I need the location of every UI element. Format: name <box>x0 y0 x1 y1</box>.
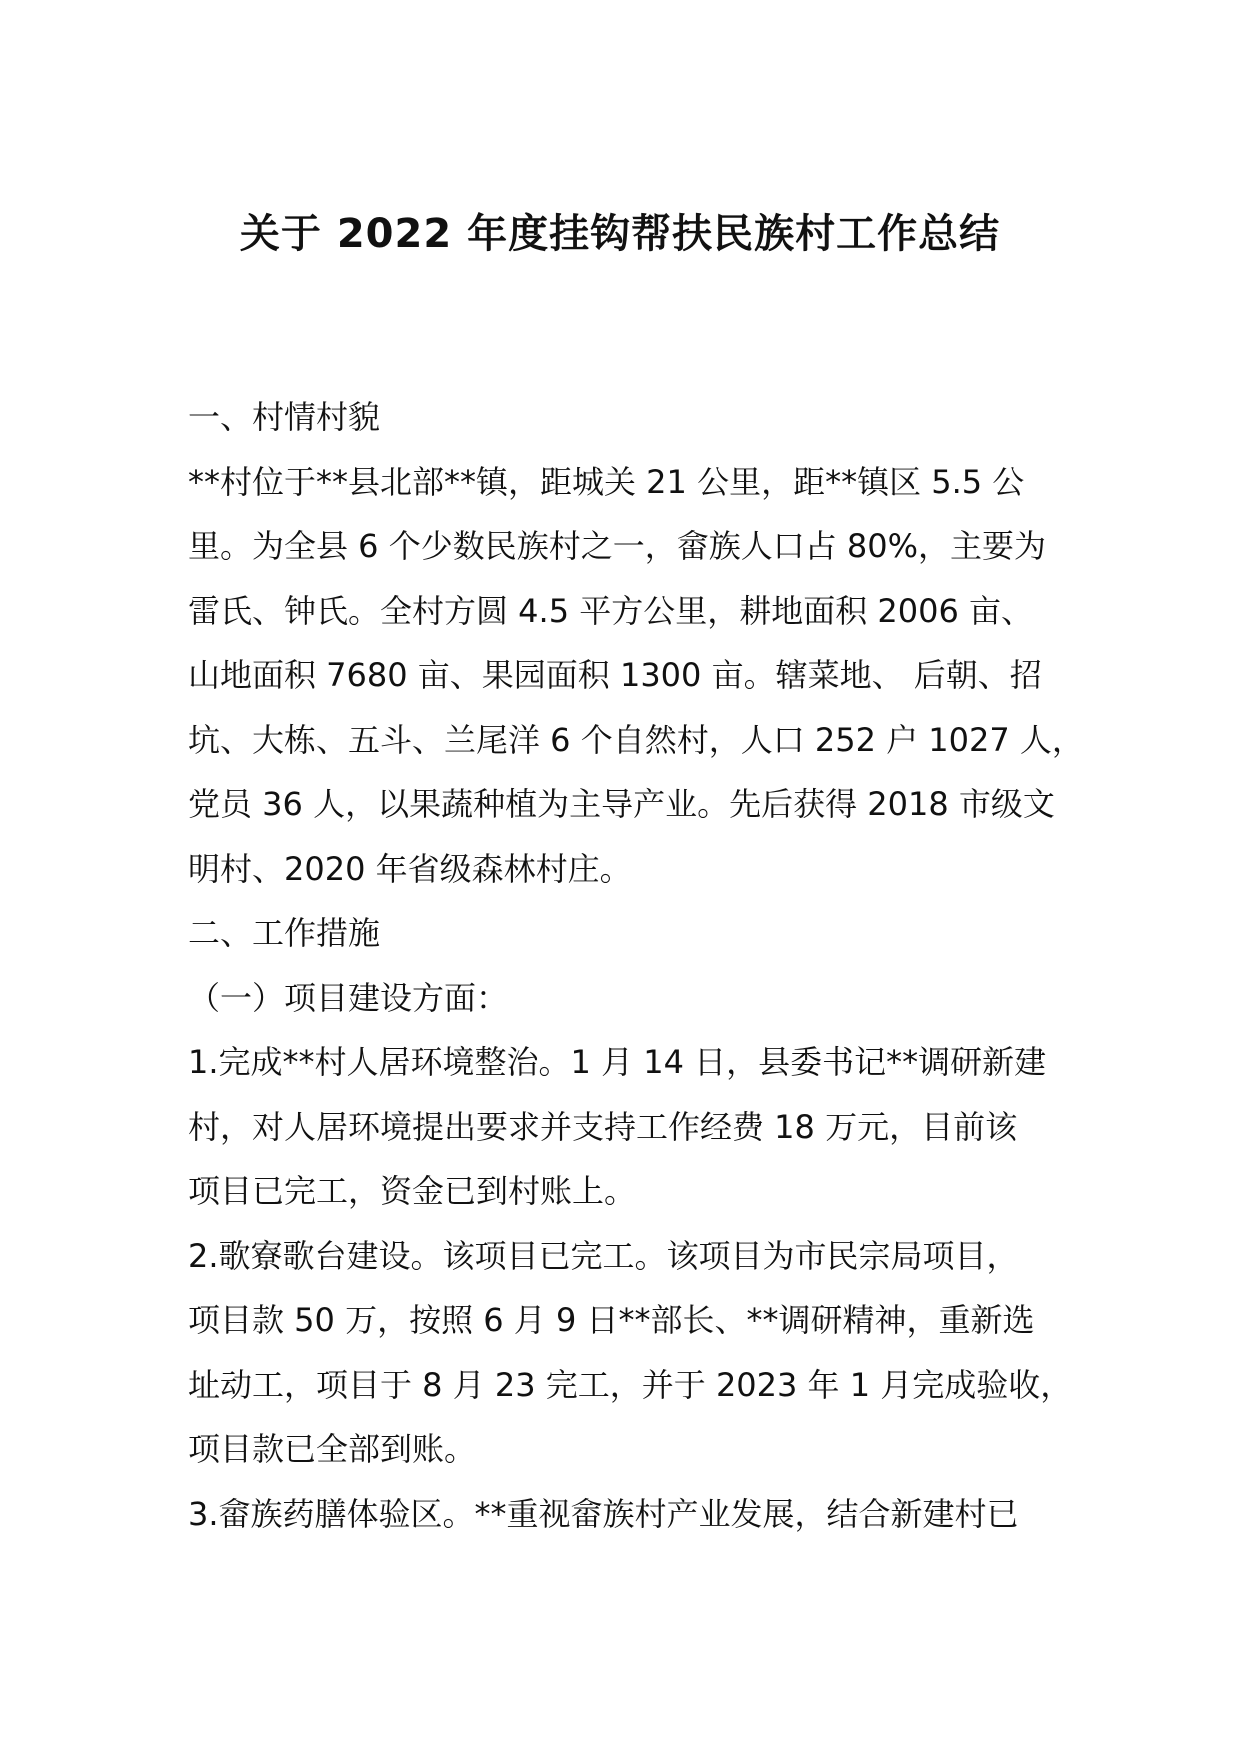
paragraph-line: 项目款 50 万，按照 6 月 9 日**部长、**调研精神，重新选 <box>188 1301 1035 1339</box>
paragraph-line: 党员 36 人，以果蔬种植为主导产业。先后获得 2018 市级文 <box>188 785 1055 823</box>
section-heading-work-measures: 二、工作措施 <box>188 914 381 952</box>
subsection-heading-projects: （一）项目建设方面： <box>188 978 509 1017</box>
paragraph-line: 项目已完工，资金已到村账上。 <box>188 1172 637 1210</box>
paragraph-line: 址动工，项目于 8 月 23 完工，并于 2023 年 1 月完成验收， <box>188 1365 1073 1404</box>
paragraph-line: 坑、大栋、五斗、兰尾洋 6 个自然村，人口 252 户 1027 人， <box>188 720 1084 759</box>
paragraph-line: 2.歌寮歌台建设。该项目已完工。该项目为市民宗局项目， <box>188 1236 1019 1275</box>
paragraph-line: 雷氏、钟氏。全村方圆 4.5 平方公里，耕地面积 2006 亩、 <box>188 591 1034 630</box>
document-body <box>188 385 1088 1546</box>
paragraph-line: 山地面积 7680 亩、果园面积 1300 亩。辖菜地、 后朝、招 <box>188 656 1042 694</box>
paragraph-line: **村位于**县北部**镇，距城关 21 公里，距**镇区 5.5 公 <box>188 462 1025 501</box>
section-heading-village-overview: 一、村情村貌 <box>188 398 381 436</box>
document-title: 关于 2022 年度挂钩帮扶民族村工作总结 <box>239 211 1001 257</box>
paragraph-line: 里。为全县 6 个少数民族村之一，畲族人口占 80%，主要为 <box>188 527 1047 565</box>
paragraph-line: 村，对人居环境提出要求并支持工作经费 18 万元，目前该 <box>188 1107 1018 1146</box>
paragraph-line: 项目款已全部到账。 <box>188 1430 477 1468</box>
paragraph-line: 3.畲族药膳体验区。**重视畲族村产业发展，结合新建村已 <box>188 1494 1019 1533</box>
paragraph-line: 明村、2020 年省级森林村庄。 <box>188 849 632 888</box>
paragraph-line: 1.完成**村人居环境整治。1 月 14 日，县委书记**调研新建 <box>188 1043 1047 1081</box>
